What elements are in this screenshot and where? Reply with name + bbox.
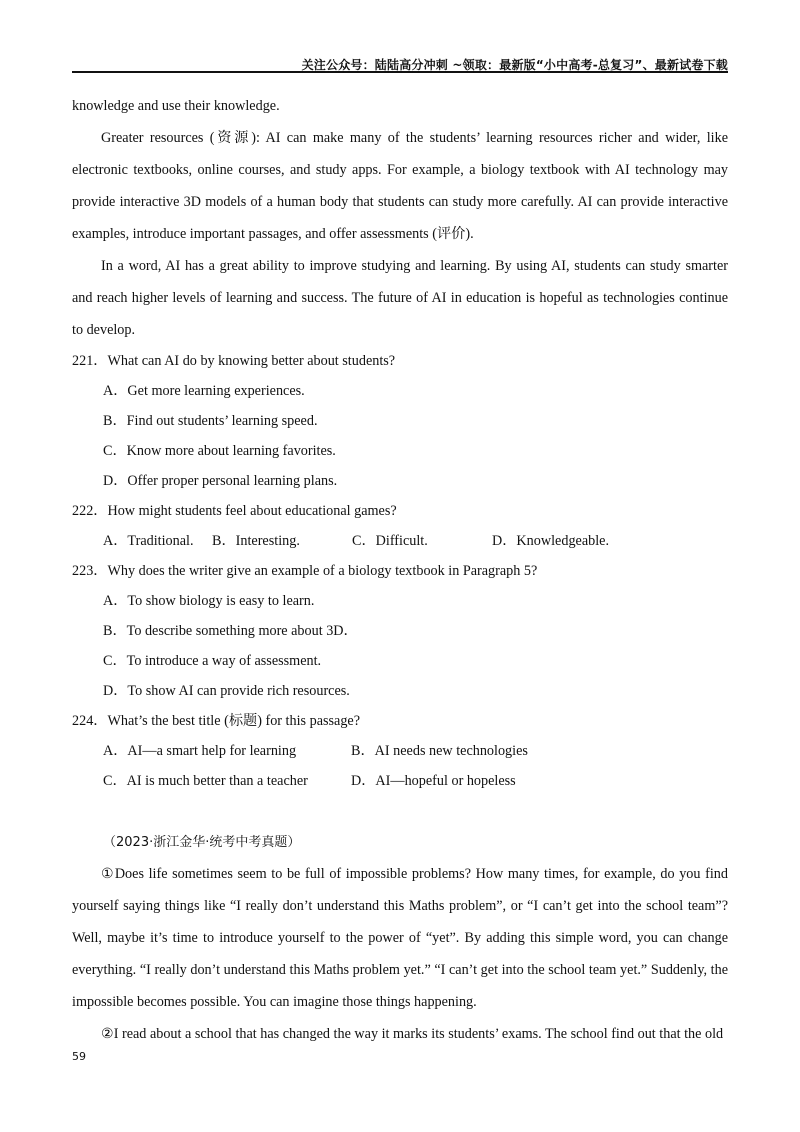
page-header: 关注公众号：陆陆高分冲刺 ~领取：最新版“小中高考-总复习”、最新试卷下载 (301, 58, 728, 72)
option-b: B．AI needs new technologies (351, 743, 528, 759)
option-d: D．Offer proper personal learning plans. (103, 473, 338, 489)
passage2-paragraph-1: ①Does life sometimes seem to be full of impossible problems? How many times, for example, do you find yourself saying things like “I really don’t understand this Maths problem”, or “I can’t get into the school team”? Well, maybe it’s time to introduce yourself to the power of “yet”. By adding this simple word, you can change everything. “I really don’t understand this Maths problem yet.” “I can’t get into the school team yet.” Suddenly, the impossible becomes possible. You can imagine those things happening. (72, 866, 728, 1010)
question-stem: 223．Why does the writer give an example of a biology textbook in Paragraph 5? (72, 563, 538, 579)
question-stem: 221．What can AI do by knowing better about students? (72, 353, 396, 369)
options-row-2 (103, 766, 728, 796)
header-divider (72, 71, 728, 73)
question-221 (72, 346, 728, 496)
option-a: A．To show biology is easy to learn. (103, 593, 315, 609)
question-223 (72, 556, 728, 706)
question-222 (72, 496, 728, 556)
option-c: C．Know more about learning favorites. (103, 443, 336, 459)
passage2-source: （2023·浙江金华·统考中考真题） (103, 835, 301, 850)
option-a: A．AI—a smart help for learning (103, 743, 297, 759)
options-row-1 (103, 736, 728, 766)
question-224 (72, 706, 728, 796)
option-d: D．Knowledgeable. (492, 533, 610, 549)
question-stem: 224．What’s the best title (标题) for this passage? (72, 713, 361, 729)
option-b: B．To describe something more about 3D． (103, 623, 358, 639)
option-c: C．AI is much better than a teacher (103, 773, 308, 789)
option-d: D．AI—hopeful or hopeless (351, 773, 516, 789)
passage1-paragraph-resources: Greater resources (资源): AI can make many of the students’ learning resources richer and wider, like electronic textbooks, online courses, and study apps. For example, a biology textbook with AI technology may provide interactive 3D models of a human body that students can study more carefully. AI can provide interactive examples, introduce important passages, and offer assessments (评价). (72, 130, 728, 242)
passage2-paragraph-2: ②I read about a school that has changed the way it marks its students’ exams. The school find out that the old (101, 1026, 724, 1042)
option-a: A．Get more learning experiences. (103, 383, 305, 399)
option-b: B．Interesting. (212, 533, 300, 549)
passage1-paragraph-conclusion: In a word, AI has a great ability to improve studying and learning. By using AI, students can study smarter and reach higher levels of learning and success. The future of AI in education is hopeful as technologies continue to develop. (72, 258, 728, 338)
page-number: 59 (72, 1050, 86, 1063)
question-stem: 222．How might students feel about educational games? (72, 503, 397, 519)
section-spacer (72, 796, 728, 828)
option-c: C．Difficult. (352, 533, 428, 549)
page-content (72, 90, 728, 1050)
option-c: C．To introduce a way of assessment. (103, 653, 322, 669)
passage1-paragraph-0: knowledge and use their knowledge. (72, 98, 280, 114)
options-row (103, 526, 728, 556)
option-b: B．Find out students’ learning speed. (103, 413, 318, 429)
option-d: D．To show AI can provide rich resources. (103, 683, 350, 699)
option-a: A．Traditional. (103, 533, 194, 549)
